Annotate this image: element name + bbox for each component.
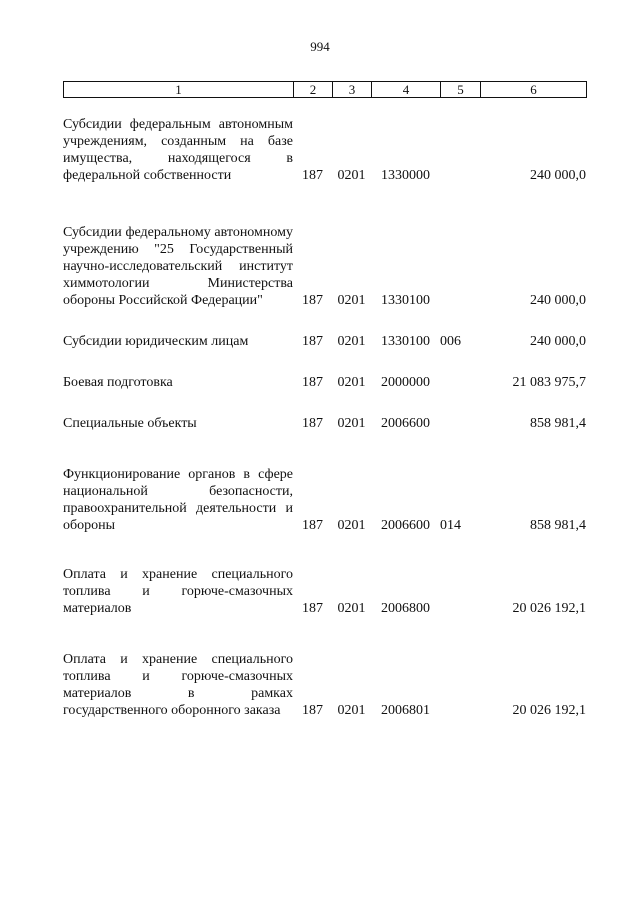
- table-row: [63, 566, 586, 617]
- row-amount: 20 026 192,1: [512, 601, 586, 616]
- row-target-code: 1330100: [381, 293, 430, 308]
- table-row: [63, 116, 586, 184]
- row-expense-type: [440, 224, 480, 309]
- row-expense-type: [440, 415, 480, 432]
- row-target-code: 2000000: [381, 375, 430, 390]
- row-target-code: 2006600: [381, 416, 430, 431]
- row-ministry-code: 187: [302, 168, 323, 183]
- row-expense-type: [440, 566, 480, 617]
- row-section-code: 0201: [337, 168, 366, 183]
- row-ministry-code: 187: [302, 703, 323, 718]
- row-ministry-code: 187: [302, 601, 323, 616]
- table-row: [63, 466, 586, 534]
- row-amount: 21 083 975,7: [512, 375, 586, 390]
- row-ministry-code: 187: [302, 416, 323, 431]
- row-section-code: 0201: [337, 601, 366, 616]
- row-expense-type: [440, 116, 480, 184]
- row-expense-type: 014: [440, 518, 461, 533]
- table-row: [63, 374, 586, 391]
- column-header-3: 3: [333, 82, 372, 98]
- row-target-code: 2006801: [381, 703, 430, 718]
- row-ministry-code: 187: [302, 334, 323, 349]
- table-row: [63, 333, 586, 350]
- row-ministry-code: 187: [302, 518, 323, 533]
- row-name: Функционирование органов в сфере национальной безопасности, правоохранительной деятельности и обороны: [63, 467, 293, 533]
- table-row: [63, 415, 586, 432]
- row-section-code: 0201: [337, 293, 366, 308]
- row-amount: 858 981,4: [530, 416, 586, 431]
- row-ministry-code: 187: [302, 293, 323, 308]
- row-amount: 240 000,0: [530, 293, 586, 308]
- row-section-code: 0201: [337, 518, 366, 533]
- row-expense-type: [440, 374, 480, 391]
- row-expense-type: 006: [440, 334, 461, 349]
- row-amount: 858 981,4: [530, 518, 586, 533]
- row-amount: 240 000,0: [530, 168, 586, 183]
- column-header-1: 1: [64, 82, 294, 98]
- row-name: Субсидии юридическим лицам: [63, 334, 249, 349]
- row-name: Специальные объекты: [63, 416, 197, 431]
- column-header-4: 4: [372, 82, 441, 98]
- row-section-code: 0201: [337, 334, 366, 349]
- row-amount: 240 000,0: [530, 334, 586, 349]
- row-name: Боевая подготовка: [63, 375, 173, 390]
- budget-table: [63, 116, 586, 719]
- page-number: 994: [310, 39, 330, 54]
- row-amount: 20 026 192,1: [512, 703, 586, 718]
- row-target-code: 2006600: [381, 518, 430, 533]
- row-section-code: 0201: [337, 703, 366, 718]
- column-header-5: 5: [441, 82, 481, 98]
- table-row: [63, 224, 586, 309]
- row-ministry-code: 187: [302, 375, 323, 390]
- row-name: Субсидии федеральному автономному учреждению "25 Государственный научно-исследовательский институт химмотологии Министерства обороны Российской Федерации": [63, 225, 293, 308]
- row-target-code: 2006800: [381, 601, 430, 616]
- table-row: [63, 651, 586, 719]
- column-header-table: [63, 81, 587, 98]
- row-name: Оплата и хранение специального топлива и горюче-смазочных материалов: [63, 567, 293, 616]
- column-header-row: [64, 82, 587, 98]
- row-section-code: 0201: [337, 375, 366, 390]
- row-section-code: 0201: [337, 416, 366, 431]
- column-header-2: 2: [294, 82, 333, 98]
- row-target-code: 1330000: [381, 168, 430, 183]
- row-target-code: 1330100: [381, 334, 430, 349]
- column-header-6: 6: [481, 82, 587, 98]
- row-name: Оплата и хранение специального топлива и горюче-смазочных материалов в рамках государственного оборонного заказа: [63, 652, 293, 718]
- row-name: Субсидии федеральным автономным учреждениям, созданным на базе имущества, находящегося в федеральной собственности: [63, 117, 293, 183]
- row-expense-type: [440, 651, 480, 719]
